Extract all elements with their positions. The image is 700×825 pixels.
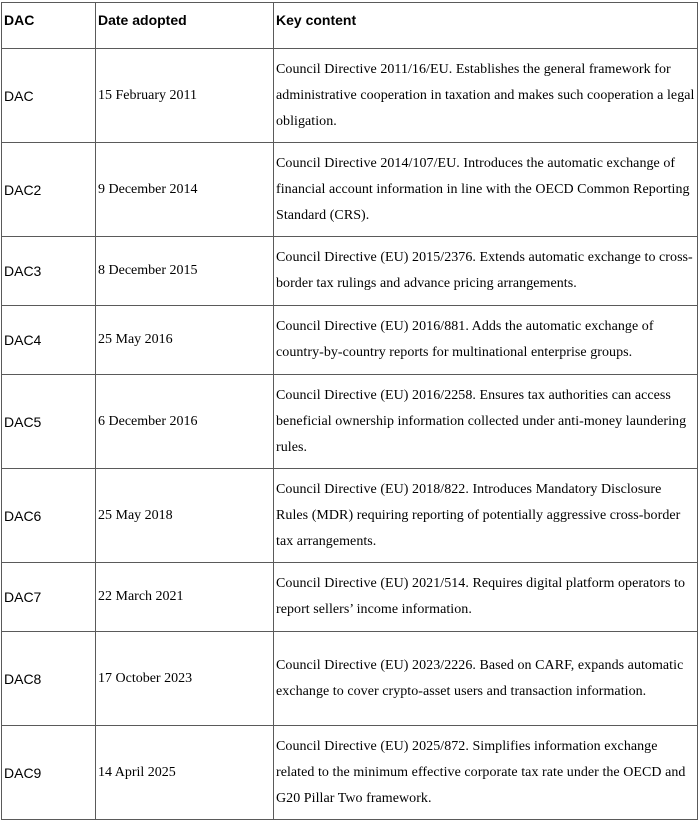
content-cell: Council Directive 2011/16/EU. Establishes the general framework for administrative cooperation in taxation and makes such cooperation a legal obligation. bbox=[274, 49, 698, 143]
dac-cell: DAC5 bbox=[2, 375, 96, 469]
dac-cell: DAC bbox=[2, 49, 96, 143]
dac-table bbox=[1, 2, 698, 820]
table-row bbox=[2, 143, 698, 237]
date-cell: 25 May 2016 bbox=[96, 306, 274, 375]
content-cell: Council Directive (EU) 2016/881. Adds the automatic exchange of country-by-country reports for multinational enterprise groups. bbox=[274, 306, 698, 375]
content-cell: Council Directive (EU) 2018/822. Introduces Mandatory Disclosure Rules (MDR) requiring reporting of potentially aggressive cross-border tax arrangements. bbox=[274, 469, 698, 563]
table-row bbox=[2, 726, 698, 820]
table-row bbox=[2, 237, 698, 306]
content-cell: Council Directive (EU) 2023/2226. Based on CARF, expands automatic exchange to cover crypto-asset users and transaction information. bbox=[274, 632, 698, 726]
dac-cell: DAC3 bbox=[2, 237, 96, 306]
date-cell: 14 April 2025 bbox=[96, 726, 274, 820]
header-key-content: Key content bbox=[274, 3, 698, 49]
dac-cell: DAC9 bbox=[2, 726, 96, 820]
content-cell: Council Directive (EU) 2021/514. Requires digital platform operators to report sellers’ income information. bbox=[274, 563, 698, 632]
dac-cell: DAC4 bbox=[2, 306, 96, 375]
dac-cell: DAC2 bbox=[2, 143, 96, 237]
date-cell: 6 December 2016 bbox=[96, 375, 274, 469]
table-row bbox=[2, 306, 698, 375]
table-row bbox=[2, 469, 698, 563]
date-cell: 17 October 2023 bbox=[96, 632, 274, 726]
table-row bbox=[2, 49, 698, 143]
header-row bbox=[2, 3, 698, 49]
header-date-adopted: Date adopted bbox=[96, 3, 274, 49]
date-cell: 9 December 2014 bbox=[96, 143, 274, 237]
dac-cell: DAC7 bbox=[2, 563, 96, 632]
header-dac: DAC bbox=[2, 3, 96, 49]
table-row bbox=[2, 563, 698, 632]
table-row bbox=[2, 375, 698, 469]
date-cell: 15 February 2011 bbox=[96, 49, 274, 143]
date-cell: 8 December 2015 bbox=[96, 237, 274, 306]
content-cell: Council Directive (EU) 2016/2258. Ensures tax authorities can access beneficial ownership information collected under anti-money laundering rules. bbox=[274, 375, 698, 469]
table-row bbox=[2, 632, 698, 726]
dac-cell: DAC8 bbox=[2, 632, 96, 726]
content-cell: Council Directive (EU) 2025/872. Simplifies information exchange related to the minimum effective corporate tax rate under the OECD and G20 Pillar Two framework. bbox=[274, 726, 698, 820]
dac-cell: DAC6 bbox=[2, 469, 96, 563]
date-cell: 22 March 2021 bbox=[96, 563, 274, 632]
content-cell: Council Directive 2014/107/EU. Introduces the automatic exchange of financial account information in line with the OECD Common Reporting Standard (CRS). bbox=[274, 143, 698, 237]
date-cell: 25 May 2018 bbox=[96, 469, 274, 563]
content-cell: Council Directive (EU) 2015/2376. Extends automatic exchange to cross-border tax rulings and advance pricing arrangements. bbox=[274, 237, 698, 306]
